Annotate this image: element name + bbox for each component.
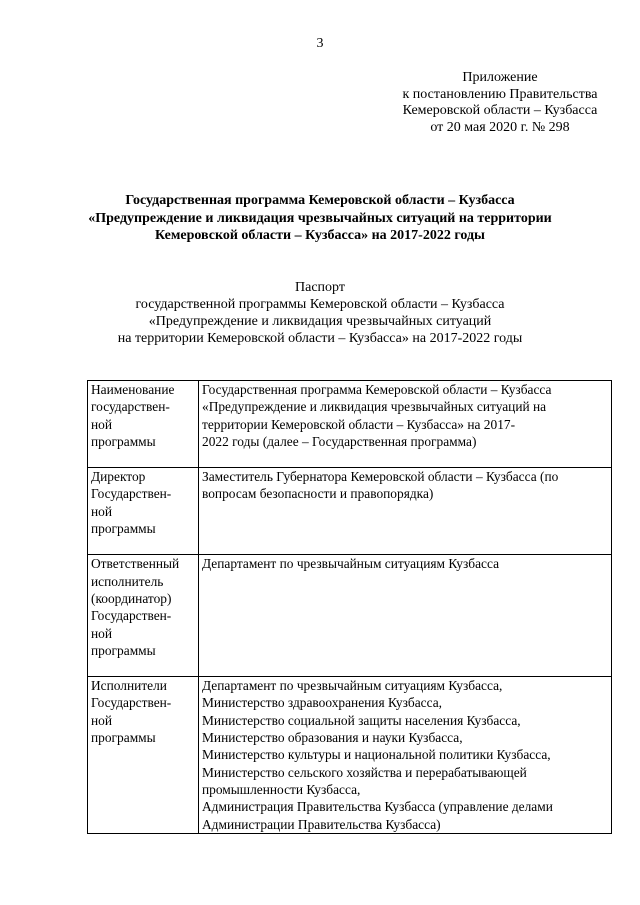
label-line: Государствен- [91, 486, 172, 502]
label-line: Наименование [91, 382, 175, 397]
value-line: Администрация Правительства Кузбасса (управление делами [202, 799, 553, 815]
value-line: Администрации Правительства Кузбасса) [202, 816, 441, 832]
label-line: государствен- [91, 399, 170, 415]
passport-line: на территории Кемеровской области – Кузбасса» на 2017-2022 годы [117, 331, 523, 346]
label-line: программы [91, 642, 156, 658]
row-value-cell [199, 677, 612, 834]
appendix-line: к постановлению Правительства [402, 86, 598, 102]
appendix-line: от 20 мая 2020 г. № 298 [430, 119, 570, 135]
value-line: Министерство культуры и национальной политики Кузбасса, [202, 747, 551, 763]
title-line: Государственная программа Кемеровской области – Кузбасса [125, 193, 515, 208]
value-line: Министерство социальной защиты населения Кузбасса, [202, 712, 521, 728]
document-title [60, 192, 580, 245]
page-number: 3 [316, 36, 324, 51]
row-label-cell [88, 381, 199, 468]
row-value-cell [199, 468, 612, 555]
label-line: Государствен- [91, 695, 172, 711]
table-row-responsible-executor [88, 555, 612, 677]
label-line: исполнитель [91, 573, 164, 589]
value-line: 2022 годы (далее – Государственная программа) [202, 433, 477, 449]
label-line: ной [91, 416, 113, 432]
value-line: Министерство сельского хозяйства и перерабатывающей [202, 764, 527, 780]
value-line: Министерство образования и науки Кузбасса, [202, 730, 463, 746]
title-line: Кемеровской области – Кузбасса» на 2017-2022 годы [155, 228, 485, 243]
label-line: программы [91, 433, 156, 449]
value-line: Государственная программа Кемеровской области – Кузбасса [202, 382, 552, 397]
value-line: территории Кемеровской области – Кузбасса» на 2017- [202, 416, 516, 432]
value-line: Департамент по чрезвычайным ситуациям Кузбасса, [202, 678, 503, 694]
value-line: «Предупреждение и ликвидация чрезвычайных ситуаций на [202, 399, 547, 415]
value-line: Заместитель Губернатора Кемеровской области – Кузбасса (по [202, 469, 559, 485]
row-label-cell [88, 677, 199, 834]
passport-line: Паспорт [295, 280, 345, 295]
value-line: промышленности Кузбасса, [202, 781, 361, 797]
label-line: ной [91, 625, 113, 641]
label-line: ной [91, 712, 113, 728]
label-line: Государствен- [91, 608, 172, 624]
label-line: программы [91, 730, 156, 746]
title-line: «Предупреждение и ликвидация чрезвычайных ситуаций на территории [88, 210, 552, 226]
appendix-line: Кемеровской области – Кузбасса [402, 103, 598, 118]
row-value-cell [199, 555, 612, 677]
table-row-executors [88, 677, 612, 834]
passport-line: государственной программы Кемеровской области – Кузбасса [135, 297, 505, 312]
label-line: (координатор) [91, 590, 172, 606]
value-line: Министерство здравоохранения Кузбасса, [202, 695, 442, 711]
label-line: ной [91, 503, 113, 519]
label-line: Исполнители [91, 678, 167, 694]
row-label-cell [88, 555, 199, 677]
passport-heading [60, 279, 580, 347]
passport-line: «Предупреждение и ликвидация чрезвычайных ситуаций [148, 314, 492, 329]
passport-table [87, 380, 612, 834]
row-value-cell [199, 381, 612, 468]
value-line: вопросам безопасности и правопорядка) [202, 486, 434, 502]
label-line: Директор [91, 469, 146, 485]
table-row-director [88, 468, 612, 555]
label-line: программы [91, 521, 156, 537]
label-line: Ответственный [91, 556, 180, 572]
row-label-cell [88, 468, 199, 555]
appendix-line: Приложение [462, 70, 538, 85]
appendix-block [380, 70, 620, 136]
value-line: Департамент по чрезвычайным ситуациям Кузбасса [202, 556, 500, 572]
table-row-program-name [88, 381, 612, 468]
